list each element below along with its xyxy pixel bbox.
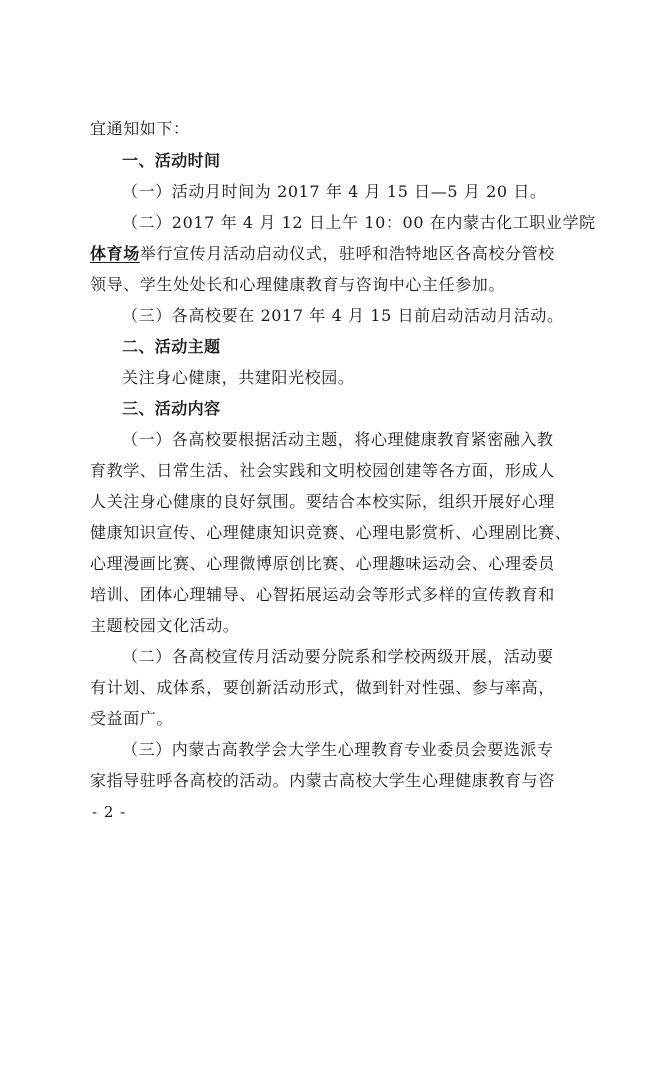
paragraph-line: 育教学、日常生活、社会实践和文明校园创建等各方面，形成人 [90,461,555,480]
paragraph-line: 人关注身心健康的良好氛围。要结合本校实际，组织开展好心理 [90,492,555,511]
paragraph-line: 主题校园文化活动。 [90,616,240,635]
paragraph-line: （二）2017 年 4 月 12 日上午 10：00 在内蒙古化工职业学院 [122,213,596,232]
paragraph-line: （一）活动月时间为 2017 年 4 月 15 日—5 月 20 日。 [122,182,547,201]
paragraph-line [0,243,650,265]
page-number: - 2 - [92,803,127,821]
paragraph-line: 有计划、成体系，要创新活动形式，做到针对性强、参与率高， [90,678,555,697]
paragraph-line: （三）各高校要在 2017 年 4 月 15 日前启动活动月活动。 [122,306,564,325]
paragraph-line: 心理漫画比赛、心理微博原创比赛、心理趣味运动会、心理委员 [90,554,555,573]
paragraph-line: （一）各高校要根据活动主题，将心理健康教育紧密融入教 [122,430,554,449]
section-heading-time: 一、活动时间 [122,151,221,170]
venue-emphasis: 体育场 [90,244,140,263]
paragraph-line: 培训、团体心理辅导、心智拓展运动会等形式多样的宣传教育和 [90,585,555,604]
paragraph-line: （三）内蒙古高教学会大学生心理教育专业委员会要选派专 [122,740,554,759]
paragraph-line: 家指导驻呼各高校的活动。内蒙古高校大学生心理健康教育与咨 [90,771,555,790]
intro-line: 宜通知如下： [90,119,190,138]
paragraph-line-rest: 举行宣传月活动启动仪式，驻呼和浩特地区各高校分管校 [139,244,555,263]
paragraph-line: 健康知识宣传、心理健康知识竞赛、心理电影赏析、心理剧比赛、 [90,523,572,542]
paragraph-line: 受益面广。 [90,709,174,728]
paragraph-line: 领导、学生处处长和心理健康教育与咨询中心主任参加。 [90,275,506,294]
theme-text: 关注身心健康，共建阳光校园。 [122,368,355,387]
section-heading-content: 三、活动内容 [122,399,221,418]
section-heading-theme: 二、活动主题 [122,337,221,356]
paragraph-line: （二）各高校宣传月活动要分院系和学校两级开展，活动要 [122,647,554,666]
